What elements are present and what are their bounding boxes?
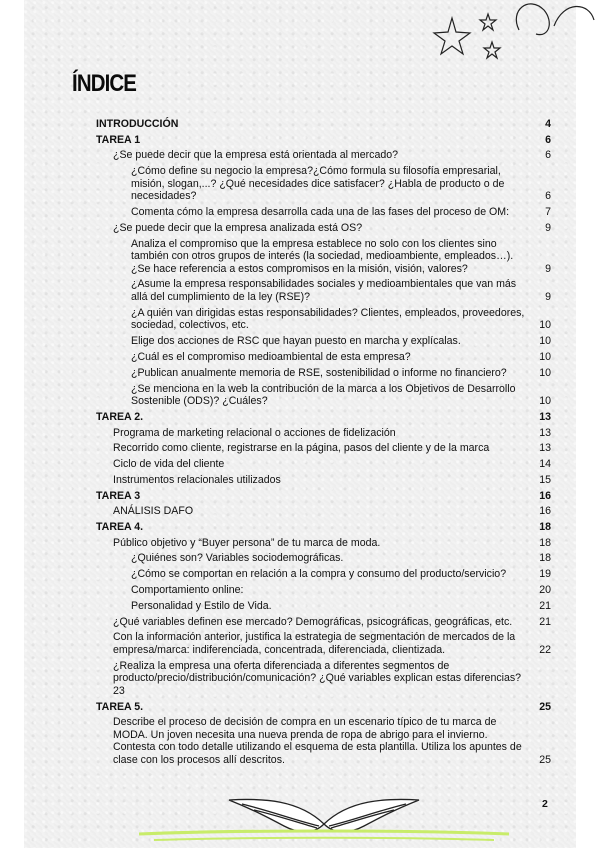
toc-entry-text: Comenta cómo la empresa desarrolla cada una de las fases del proceso de OM: [131, 205, 510, 218]
toc-entry-text: ¿Cuál es el compromiso medioambiental de esta empresa? [131, 351, 411, 363]
toc-entry[interactable] [96, 616, 551, 629]
toc-entry-page: 20 [539, 583, 551, 596]
toc-entry-text: Con la información anterior, justifica la estrategia de segmentación de mercados de la empresa/marca: indiferenciada, concentrada, diferenciada, clientizada. [113, 631, 516, 656]
toc-entry-text: Describe el proceso de decisión de compra en un escenario típico de tu marca de MODA. Un joven necesita una nueva prenda de ropa de abrigo para el invierno. Contesta con todo detalle utilizando el esquema de esta plantilla. Utiliza los apuntes de clase con los procesos allí descritos. [113, 716, 522, 767]
table-of-contents [96, 118, 551, 770]
toc-entry[interactable] [96, 335, 551, 348]
toc-entry-page: 10 [539, 366, 551, 379]
toc-entry-page: 25 [539, 700, 551, 713]
toc-entry-text: ¿Se menciona en la web la contribución de la marca a los Objetivos de Desarrollo Sostenible (ODS)? ¿Cuáles? [131, 382, 516, 408]
toc-entry-page: 9 [545, 291, 551, 304]
toc-entry[interactable] [96, 238, 551, 276]
toc-entry-page: 18 [539, 521, 551, 534]
toc-entry-text: TAREA 1 [96, 133, 141, 146]
toc-entry-text: Ciclo de vida del cliente [113, 458, 225, 471]
toc-entry-text: ¿Asume la empresa responsabilidades sociales y medioambientales que van más allá del cumplimiento de la ley (RSE)? [131, 278, 517, 304]
toc-entry-page: 18 [539, 536, 551, 549]
toc-entry-page: 6 [545, 190, 551, 203]
toc-entry-page: 14 [539, 458, 551, 471]
toc-entry-page: 25 [539, 754, 551, 767]
toc-entry-text: TAREA 4. [96, 521, 144, 534]
toc-entry-text: TAREA 3 [96, 489, 141, 502]
toc-entry[interactable] [96, 278, 551, 303]
toc-entry[interactable] [96, 568, 551, 581]
toc-entry[interactable] [96, 118, 551, 131]
toc-entry-page: 10 [539, 319, 551, 332]
toc-entry-text: ¿Quiénes son? Variables sociodemográficas. [131, 552, 344, 565]
toc-entry-page: 13 [539, 410, 551, 423]
toc-entry-page: 16 [539, 489, 551, 502]
toc-entry[interactable] [96, 367, 551, 380]
page-title: ÍNDICE [72, 70, 137, 97]
toc-entry[interactable] [96, 552, 551, 565]
toc-entry-page: 6 [545, 149, 551, 162]
toc-entry-page: 16 [539, 505, 551, 518]
toc-entry-page: 18 [539, 552, 551, 565]
toc-entry[interactable] [96, 660, 551, 698]
toc-entry-page: 10 [539, 395, 551, 408]
toc-entry-text: ¿Realiza la empresa una oferta diferenciada a diferentes segmentos de producto/precio/distribución/comunicación? ¿Qué variables explican estas diferencias? [113, 659, 522, 685]
toc-entry[interactable] [96, 474, 551, 487]
toc-entry-text: Público objetivo y “Buyer persona” de tu marca de moda. [113, 536, 381, 549]
toc-entry-page: 21 [539, 615, 551, 628]
toc-entry[interactable] [96, 701, 551, 714]
toc-entry[interactable] [96, 631, 551, 656]
toc-entry-page: 13 [539, 442, 551, 455]
toc-entry-page: 15 [539, 473, 551, 486]
toc-entry[interactable] [96, 411, 551, 424]
toc-entry[interactable] [96, 134, 551, 147]
toc-entry-text: ¿Publican anualmente memoria de RSE, sostenibilidad o informe no financiero? [131, 366, 507, 379]
toc-entry-text: ¿Se puede decir que la empresa está orientada al mercado? [113, 149, 399, 162]
toc-entry[interactable] [96, 505, 551, 518]
toc-entry-text: ¿Qué variables definen ese mercado? Demográficas, psicográficas, geográficas, etc. [113, 615, 513, 628]
toc-entry-page: 9 [545, 262, 551, 275]
toc-entry-text: ¿A quién van dirigidas estas responsabilidades? Clientes, empleados, proveedores, sociedad, colectivos, etc. [131, 306, 525, 332]
toc-entry[interactable] [96, 351, 551, 364]
toc-entry-page: 23 [113, 684, 125, 697]
toc-entry[interactable] [96, 490, 551, 503]
toc-entry-text: TAREA 5. [96, 700, 144, 713]
toc-entry-text: Elige dos acciones de RSC que hayan puesto en marcha y explícalas. [131, 335, 461, 348]
toc-entry-text: Recorrido como cliente, registrarse en la página, pasos del cliente y de la marca [113, 442, 490, 455]
toc-entry[interactable] [96, 206, 551, 219]
page-number: 2 [542, 798, 548, 810]
toc-entry-page: 10 [539, 351, 551, 363]
document-page [24, 0, 576, 848]
toc-entry[interactable] [96, 149, 551, 162]
toc-entry-page: 21 [539, 599, 551, 612]
toc-entry-text: ¿Cómo define su negocio la empresa?¿Cómo formula su filosofía empresarial, misión, slogan,...? ¿Qué necesidades dice satisfacer? ¿Habla de producto o de necesidades? [131, 164, 505, 203]
toc-entry-text: Comportamiento online: [131, 583, 244, 596]
toc-entry-text: Personalidad y Estilo de Vida. [131, 599, 272, 612]
toc-entry-text: ¿Cómo se comportan en relación a la compra y consumo del producto/servicio? [131, 568, 507, 581]
toc-entry[interactable] [96, 537, 551, 550]
toc-entry-page: 19 [539, 568, 551, 581]
toc-entry[interactable] [96, 716, 551, 766]
toc-entry[interactable] [96, 521, 551, 534]
toc-entry-page: 4 [545, 118, 551, 130]
toc-entry-page: 9 [545, 221, 551, 234]
toc-entry[interactable] [96, 307, 551, 332]
toc-entry[interactable] [96, 165, 551, 203]
toc-entry-text: ¿Se puede decir que la empresa analizada está OS? [113, 221, 363, 234]
toc-entry[interactable] [96, 584, 551, 597]
toc-entry-page: 13 [539, 426, 551, 439]
toc-entry[interactable] [96, 442, 551, 455]
toc-entry[interactable] [96, 222, 551, 235]
toc-entry-text: Instrumentos relacionales utilizados [113, 473, 281, 486]
toc-entry-page: 10 [539, 335, 551, 348]
toc-entry-text: INTRODUCCIÓN [96, 118, 179, 130]
stars-doodle-icon [404, 0, 600, 66]
toc-entry-text: Analiza el compromiso que la empresa establece no solo con los clientes sino también con otros grupos de interés (la sociedad, medioambiente, empleados…). ¿Se hace referencia a estos compromisos en la misión, visión, valores? [131, 237, 514, 275]
wings-ornament-icon [134, 790, 514, 848]
toc-entry-text: TAREA 2. [96, 410, 144, 423]
toc-entry[interactable] [96, 600, 551, 613]
toc-entry[interactable] [96, 458, 551, 471]
toc-entry-text: Programa de marketing relacional o acciones de fidelización [113, 426, 396, 439]
toc-entry[interactable] [96, 427, 551, 440]
toc-entry-page: 6 [545, 133, 551, 146]
toc-entry-page: 22 [539, 643, 551, 656]
toc-entry-text: ANÁLISIS DAFO [113, 505, 194, 518]
toc-entry-page: 7 [545, 205, 551, 218]
toc-entry[interactable] [96, 383, 551, 408]
